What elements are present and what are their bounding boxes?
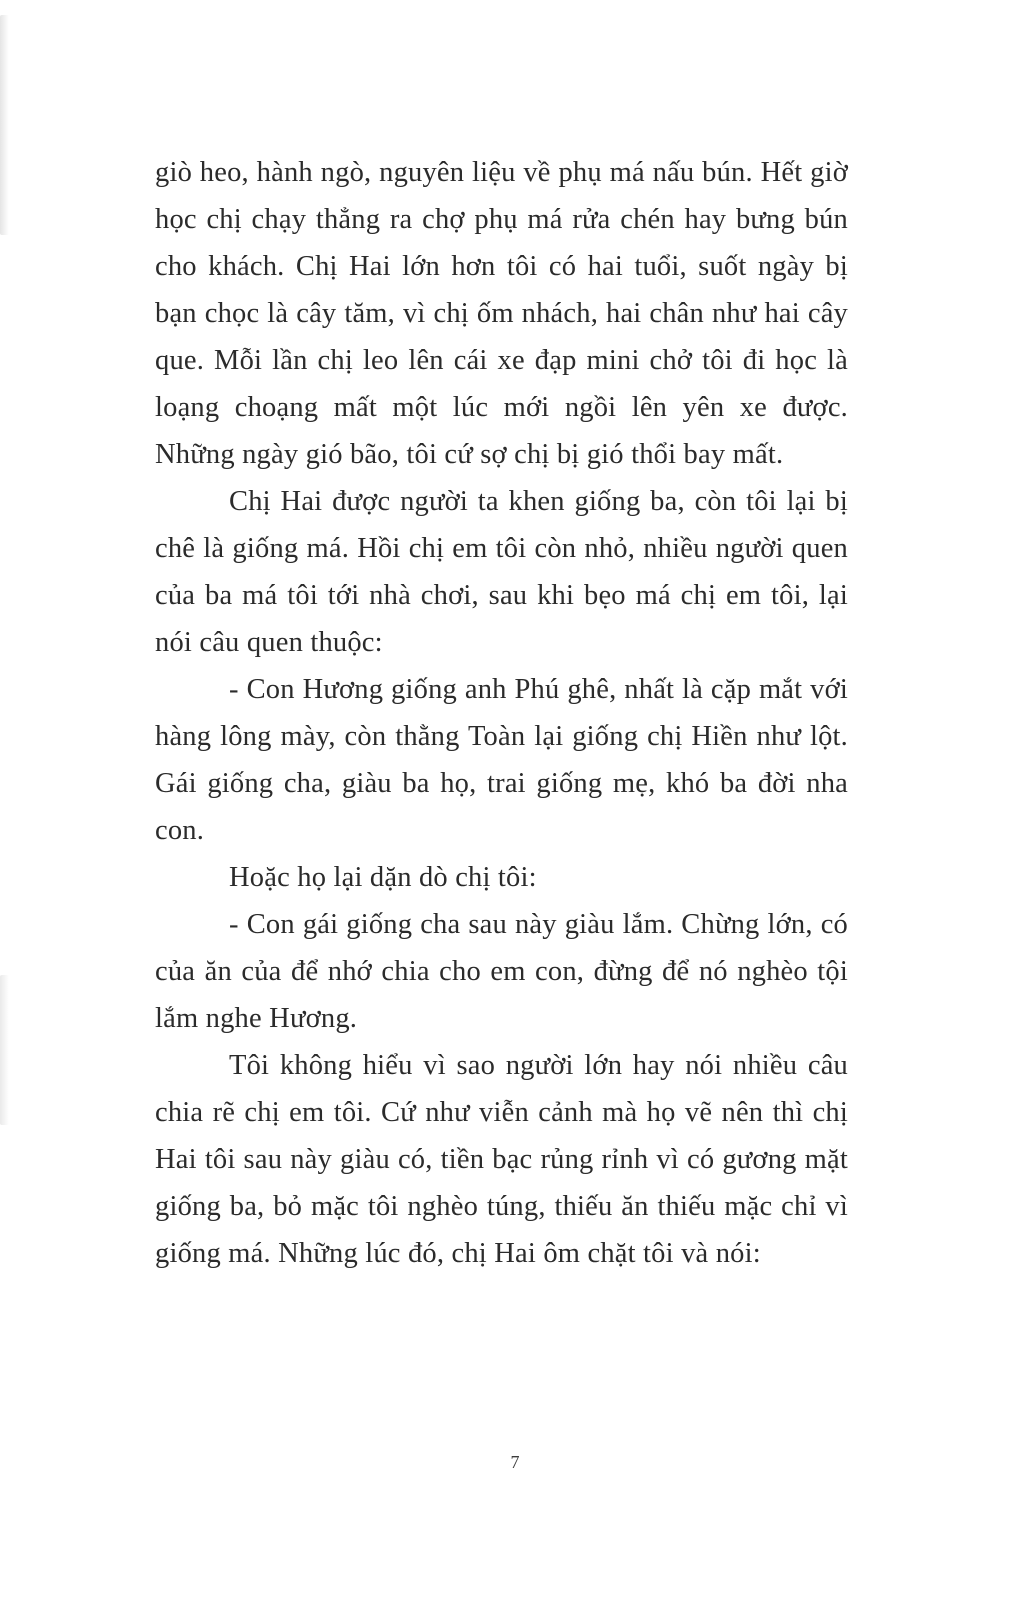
paragraph: - Con gái giống cha sau này giàu lắm. Chừng lớn, có của ăn của để nhớ chia cho em con, đừng để nó nghèo tội lắm nghe Hương. xyxy=(155,909,848,1034)
page-number: 7 xyxy=(510,1452,520,1472)
paragraph: giò heo, hành ngò, nguyên liệu về phụ má nấu bún. Hết giờ học chị chạy thẳng ra chợ phụ má rửa chén hay bưng bún cho khách. Chị Hai lớn hơn tôi có hai tuổi, suốt ngày bị bạn chọc là cây tăm, vì chị ốm nhách, hai chân như hai cây que. Mỗi lần chị leo lên cái xe đạp mini chở tôi đi học là loạng choạng mất một lúc mới ngồi lên yên xe được. Những ngày gió bão, tôi cứ sợ chị bị gió thổi bay mất. xyxy=(155,157,848,470)
paragraph: Tôi không hiểu vì sao người lớn hay nói nhiều câu chia rẽ chị em tôi. Cứ như viễn cảnh mà họ vẽ nên thì chị Hai tôi sau này giàu có, tiền bạc rủng rỉnh vì có gương mặt giống ba, bỏ mặc tôi nghèo túng, thiếu ăn thiếu mặc chỉ vì giống má. Những lúc đó, chị Hai ôm chặt tôi và nói: xyxy=(155,1050,848,1269)
paragraph: - Con Hương giống anh Phú ghê, nhất là cặp mắt với hàng lông mày, còn thằng Toàn lại giống chị Hiền như lột. Gái giống cha, giàu ba họ, trai giống mẹ, khó ba đời nha con. xyxy=(155,674,848,846)
scan-edge-artifact xyxy=(0,975,9,1125)
scan-edge-artifact xyxy=(0,15,9,235)
paragraph: Hoặc họ lại dặn dò chị tôi: xyxy=(229,862,537,893)
page-text xyxy=(155,149,848,1277)
paragraph: Chị Hai được người ta khen giống ba, còn tôi lại bị chê là giống má. Hồi chị em tôi còn nhỏ, nhiều người quen của ba má tôi tới nhà chơi, sau khi bẹo má chị em tôi, lại nói câu quen thuộc: xyxy=(155,486,848,658)
